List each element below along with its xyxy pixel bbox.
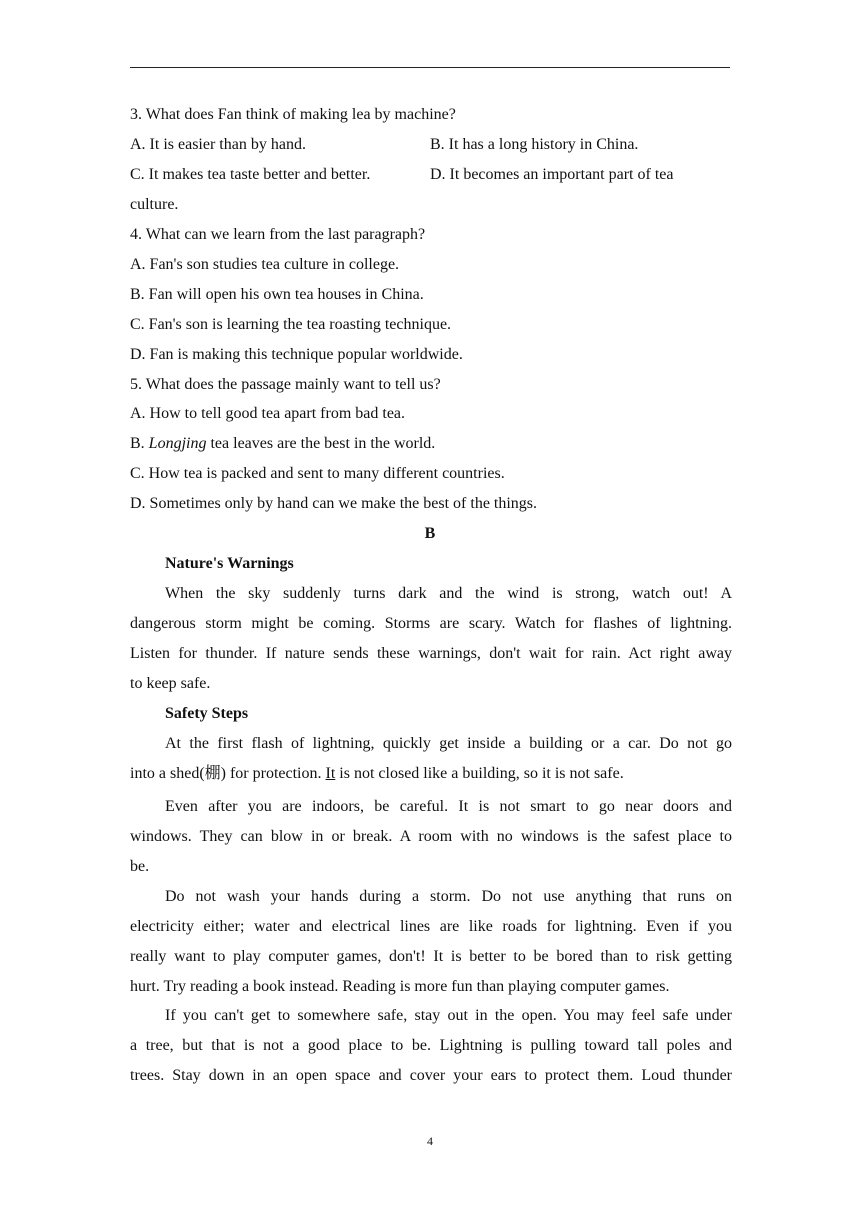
p2-line-1: At the first flash of lightning, quickly get inside a building or a car. Do not go xyxy=(165,735,732,752)
section-label: B xyxy=(424,525,436,542)
p4-line-2: electricity either; water and electrical lines are like roads for lightning. Even if you xyxy=(130,918,732,935)
q4-option-a: A. Fan's son studies tea culture in college. xyxy=(130,256,400,273)
q3-option-a: A. It is easier than by hand. xyxy=(130,136,306,153)
p2-underlined-it: It xyxy=(325,765,336,782)
p4-line-1: Do not wash your hands during a storm. Do not use anything that runs on xyxy=(165,888,732,905)
question-5: 5. What does the passage mainly want to tell us? xyxy=(130,376,441,393)
heading-natures-warnings: Nature's Warnings xyxy=(165,555,294,572)
question-3: 3. What does Fan think of making lea by machine? xyxy=(130,106,456,123)
p2-line-2-pre: into a shed(棚) for protection. xyxy=(130,765,326,782)
p1-line-1: When the sky suddenly turns dark and the wind is strong, watch out! A xyxy=(165,585,732,602)
p2-line-2 xyxy=(130,764,624,784)
q5-option-c: C. How tea is packed and sent to many different countries. xyxy=(130,465,505,482)
header-rule xyxy=(130,67,730,68)
q3-option-d-continued: culture. xyxy=(130,196,179,213)
q5-option-b xyxy=(130,434,435,454)
p5-line-3: trees. Stay down in an open space and cover your ears to protect them. Loud thunder xyxy=(130,1067,732,1084)
q3-option-d: D. It becomes an important part of tea xyxy=(430,166,674,183)
p3-line-1: Even after you are indoors, be careful. It is not smart to go near doors and xyxy=(165,798,732,815)
q5-option-a: A. How to tell good tea apart from bad tea. xyxy=(130,405,406,422)
q5-option-b-prefix: B. xyxy=(130,435,149,452)
q3-option-c: C. It makes tea taste better and better. xyxy=(130,166,371,183)
p5-line-1: If you can't get to somewhere safe, stay out in the open. You may feel safe under xyxy=(165,1007,732,1024)
question-4: 4. What can we learn from the last paragraph? xyxy=(130,226,426,243)
q4-option-b: B. Fan will open his own tea houses in China. xyxy=(130,286,424,303)
q4-option-c: C. Fan's son is learning the tea roasting technique. xyxy=(130,316,452,333)
p4-line-3: really want to play computer games, don't! It is better to be bored than to risk getting xyxy=(130,948,732,965)
p3-line-3: be. xyxy=(130,858,150,875)
heading-safety-steps: Safety Steps xyxy=(165,705,249,722)
page-number: 4 xyxy=(427,1134,433,1148)
p1-line-2: dangerous storm might be coming. Storms are scary. Watch for flashes of lightning. xyxy=(130,615,732,632)
p1-line-3: Listen for thunder. If nature sends these warnings, don't wait for rain. Act right away xyxy=(130,645,732,662)
q5-option-b-rest: tea leaves are the best in the world. xyxy=(206,435,436,452)
p3-line-2: windows. They can blow in or break. A room with no windows is the safest place to xyxy=(130,828,732,845)
q5-option-b-italic: Longjing xyxy=(148,435,207,452)
p4-line-4: hurt. Try reading a book instead. Reading is more fun than playing computer games. xyxy=(130,978,670,995)
q4-option-d: D. Fan is making this technique popular worldwide. xyxy=(130,346,463,363)
q3-option-b: B. It has a long history in China. xyxy=(430,136,639,153)
q5-option-d: D. Sometimes only by hand can we make the best of the things. xyxy=(130,495,538,512)
p1-line-4: to keep safe. xyxy=(130,675,211,692)
p2-line-2-post: is not closed like a building, so it is not safe. xyxy=(335,765,624,782)
p5-line-2: a tree, but that is not a good place to be. Lightning is pulling toward tall poles and xyxy=(130,1037,732,1054)
